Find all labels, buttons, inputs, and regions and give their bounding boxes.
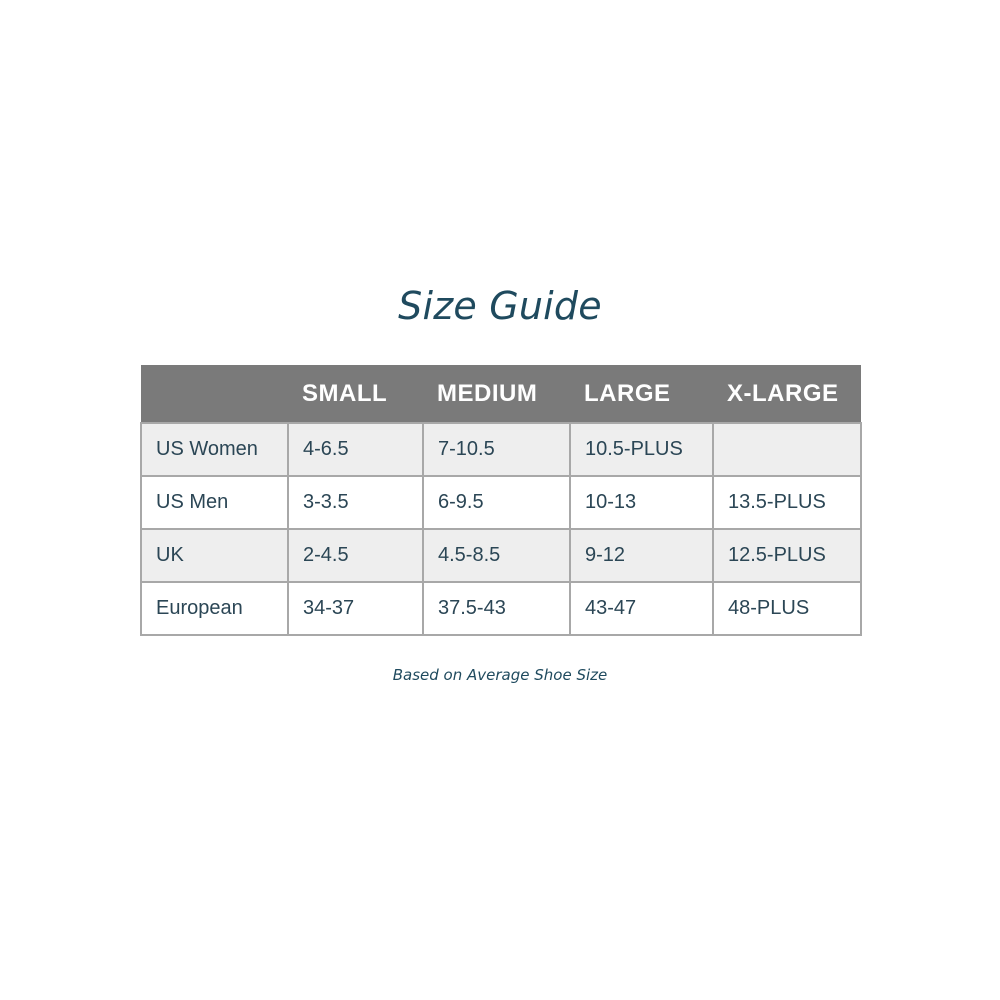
table-row <box>141 476 861 529</box>
header-cell-small: SMALL <box>288 365 423 423</box>
header-cell-empty <box>141 365 288 423</box>
table-cell: 9-12 <box>570 529 713 582</box>
table-cell: 12.5-PLUS <box>713 529 861 582</box>
table-cell: 48-PLUS <box>713 582 861 635</box>
table-cell: 10.5-PLUS <box>570 423 713 476</box>
header-cell-x-large: X-LARGE <box>713 365 861 423</box>
row-label: US Men <box>141 476 288 529</box>
table-cell: 34-37 <box>288 582 423 635</box>
table-cell: 4.5-8.5 <box>423 529 570 582</box>
table-header-row <box>141 365 861 423</box>
table-cell: 2-4.5 <box>288 529 423 582</box>
table-cell <box>713 423 861 476</box>
header-cell-large: LARGE <box>570 365 713 423</box>
table-cell: 43-47 <box>570 582 713 635</box>
table-cell: 37.5-43 <box>423 582 570 635</box>
table-cell: 13.5-PLUS <box>713 476 861 529</box>
row-label: UK <box>141 529 288 582</box>
size-guide-table <box>140 365 862 636</box>
footnote: Based on Average Shoe Size <box>392 666 608 684</box>
table-cell: 7-10.5 <box>423 423 570 476</box>
row-label: European <box>141 582 288 635</box>
header-cell-medium: MEDIUM <box>423 365 570 423</box>
page-title: Size Guide <box>398 284 602 328</box>
table-cell: 3-3.5 <box>288 476 423 529</box>
table-row <box>141 423 861 476</box>
row-label: US Women <box>141 423 288 476</box>
table-cell: 6-9.5 <box>423 476 570 529</box>
table-cell: 4-6.5 <box>288 423 423 476</box>
table-row <box>141 529 861 582</box>
table-row <box>141 582 861 635</box>
table-cell: 10-13 <box>570 476 713 529</box>
